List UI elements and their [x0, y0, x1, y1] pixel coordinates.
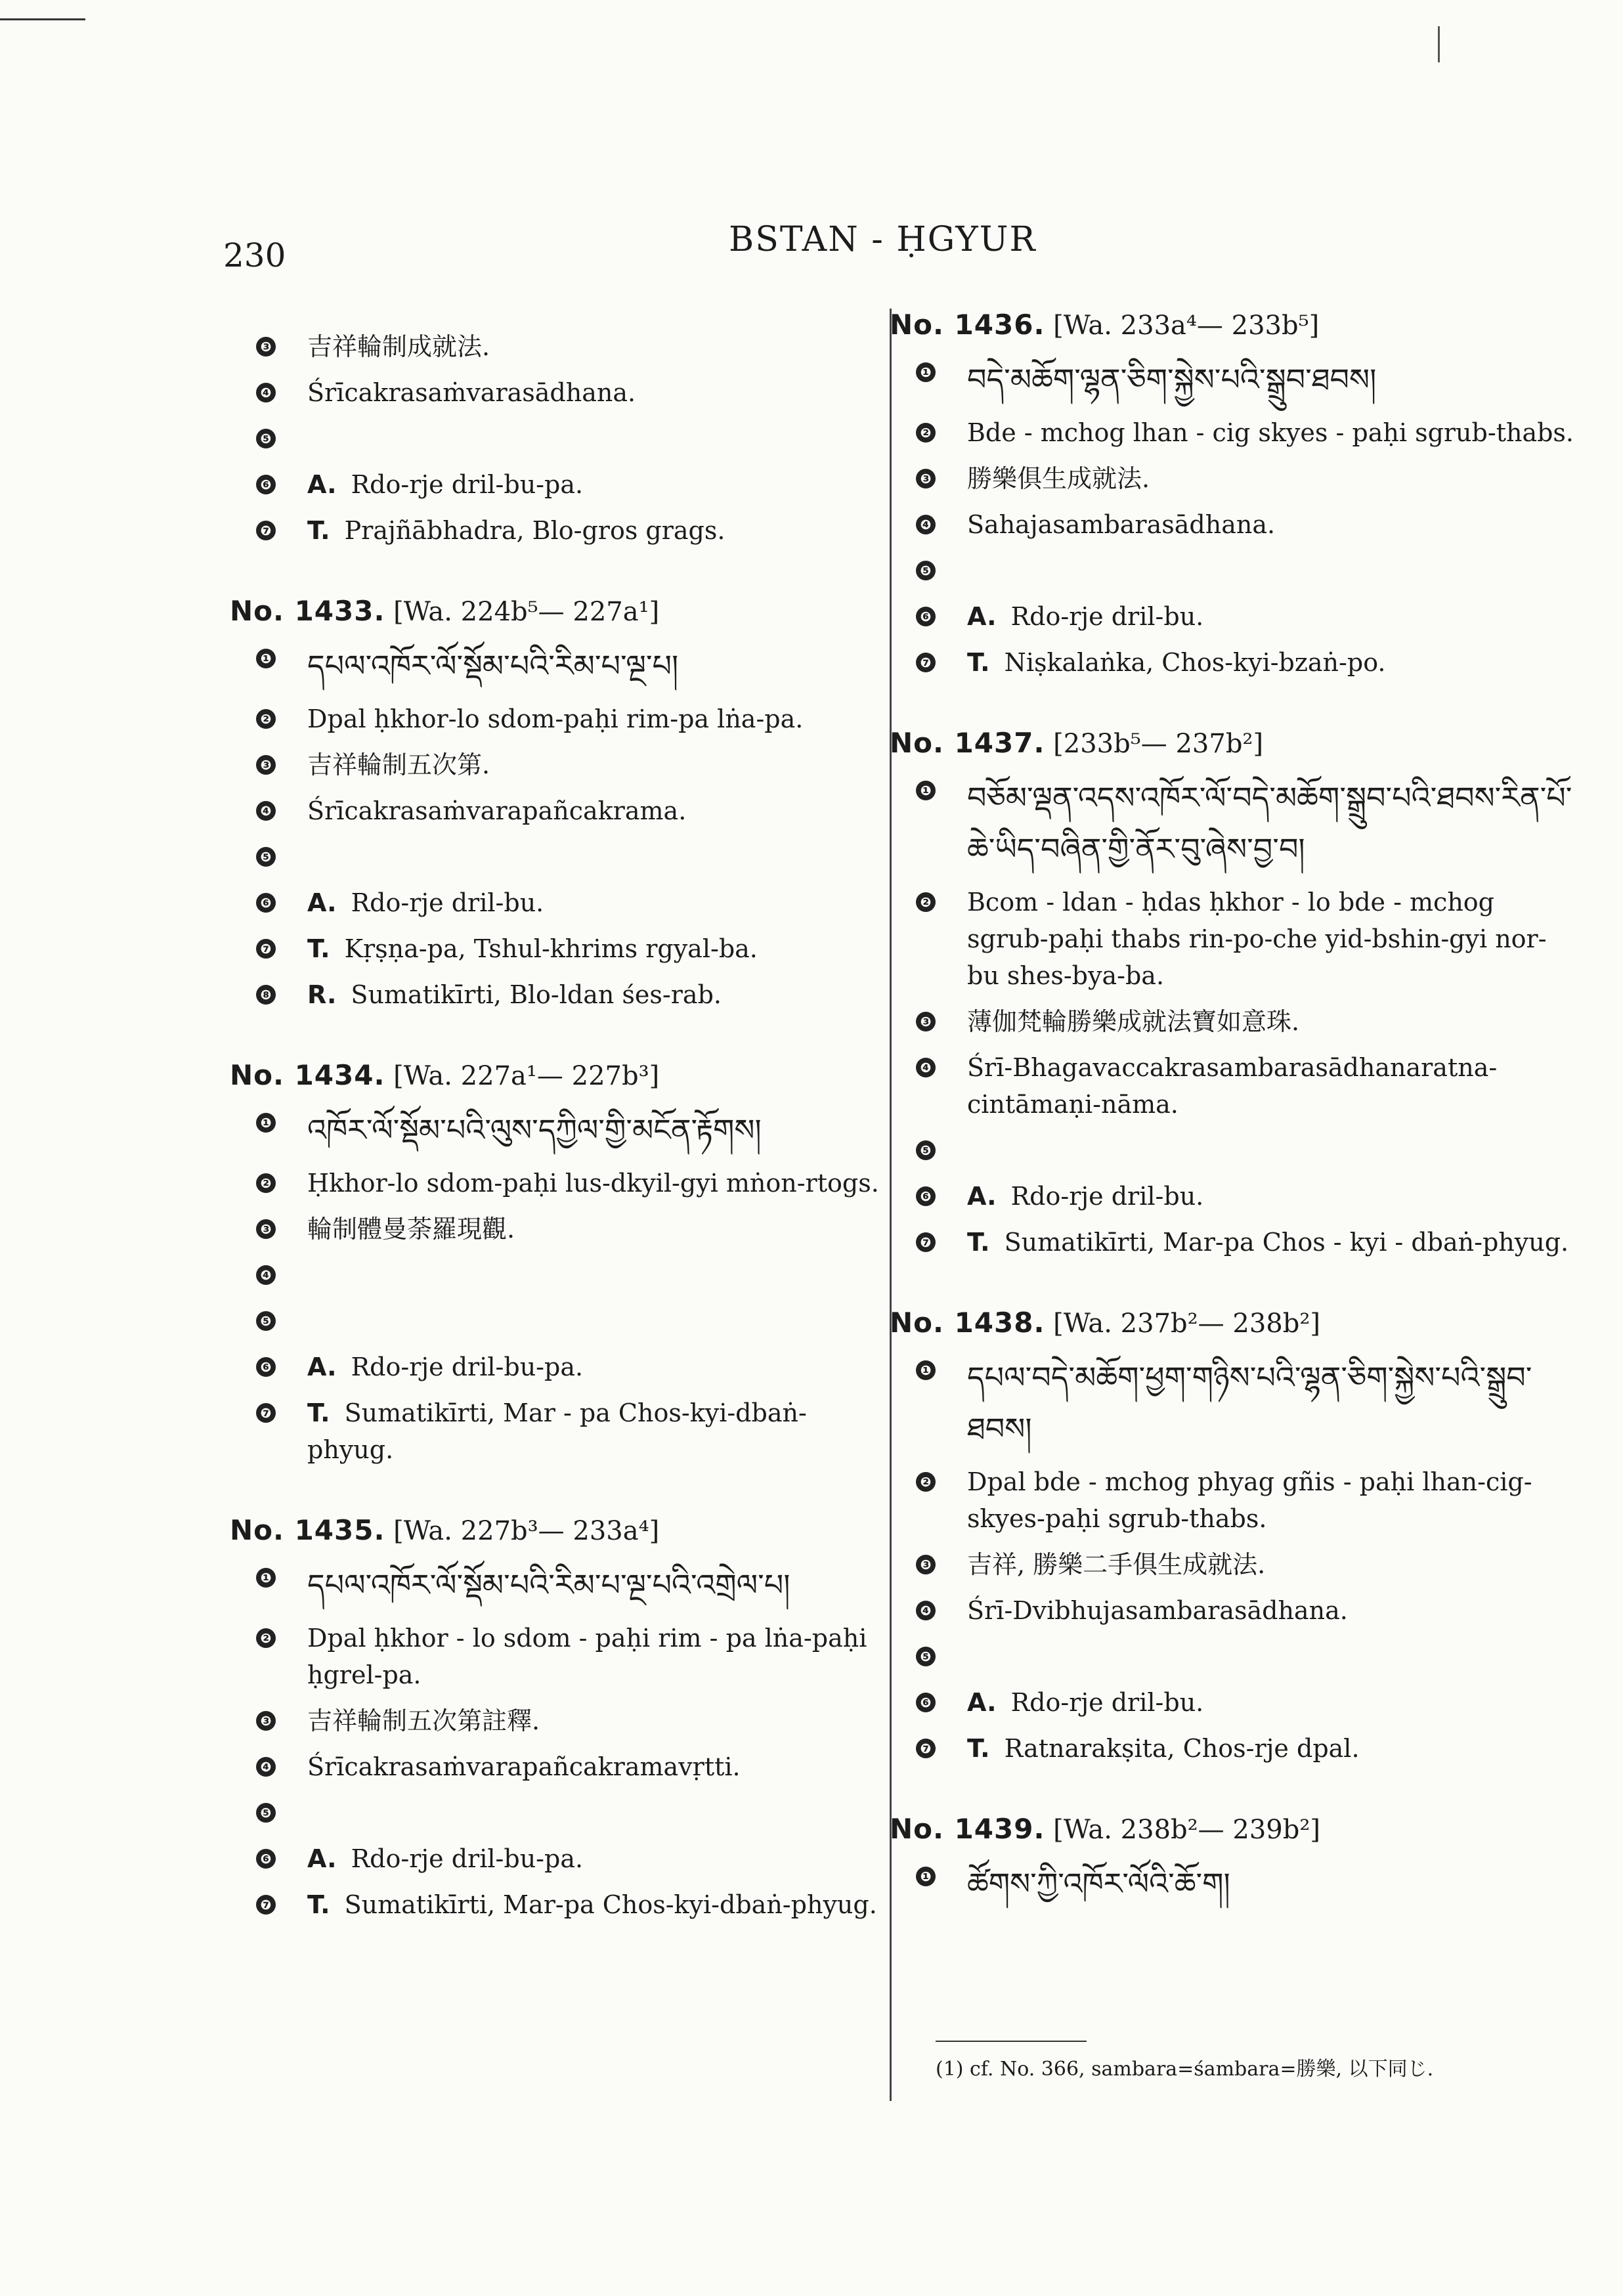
- entry-field: [230, 1794, 886, 1831]
- field-number-marker: ❼: [256, 939, 276, 959]
- role-label: T.: [967, 1228, 990, 1257]
- field-number-marker: ❼: [916, 1739, 936, 1758]
- field-text: [967, 460, 1574, 497]
- field-value: 吉祥輪制五次第註釋.: [307, 1706, 540, 1735]
- field-text: [307, 1702, 886, 1739]
- field-value: Rdo-rje dril-bu.: [1010, 1182, 1204, 1211]
- field-value: ཚོགས་ཀྱི་འཁོར་ལོའི་ཆོ་ག།: [967, 1866, 1230, 1901]
- field-number-marker: ❹: [916, 515, 936, 534]
- field-text: [307, 1165, 886, 1202]
- field-value: འཁོར་ལོ་སྡོམ་པའི་ལུས་དཀྱིལ་གྱི་མངོན་རྟོགས།: [307, 1112, 762, 1148]
- field-value: Sumatikīrti, Mar-pa Chos - kyi - dbaṅ-phyug.: [1004, 1228, 1569, 1257]
- entry-field: [230, 930, 886, 967]
- field-value: Śrīcakrasaṁvarapañcakramavṛtti.: [307, 1752, 741, 1781]
- entry-heading: [230, 595, 886, 627]
- field-value: བདེ་མཆོག་ལྷན་ཅིག་སྐྱེས་པའི་སྒྲུབ་ཐབས།: [967, 362, 1377, 397]
- field-number-marker: ❻: [916, 1186, 936, 1206]
- field-number-marker: ❷: [916, 423, 936, 443]
- entry-field: [890, 1638, 1574, 1675]
- footnote-rule: [936, 2041, 1087, 2042]
- field-text: [307, 1886, 886, 1923]
- field-number-marker: ❷: [256, 1628, 276, 1648]
- field-text: [307, 1349, 886, 1385]
- entry-field: [230, 374, 886, 411]
- tibetan-title: [967, 354, 1574, 405]
- field-value: Ratnarakṣita, Chos-rje dpal.: [1004, 1734, 1360, 1763]
- entry-field: [230, 838, 886, 875]
- entry-folio-reference: [233b⁵— 237b²]: [1053, 729, 1264, 759]
- field-text: [307, 1620, 886, 1693]
- entry-field: [890, 644, 1574, 681]
- field-number-marker: ❶: [916, 1867, 936, 1886]
- field-text: [307, 701, 886, 737]
- field-text: [967, 1730, 1574, 1767]
- page-edge-rule: [0, 18, 85, 20]
- role-label: A.: [967, 1688, 997, 1717]
- field-value: Dpal ḥkhor - lo sdom - paḥi rim - pa lṅa-paḥi ḥgrel-pa.: [307, 1624, 867, 1689]
- tibetan-title: [307, 1104, 886, 1156]
- field-value: Bde - mchog lhan - cig skyes - paḥi sgrub-thabs.: [967, 418, 1574, 447]
- field-number-marker: ❸: [916, 1555, 936, 1574]
- catalog-entry: [890, 1813, 1574, 1909]
- field-text: [967, 506, 1574, 543]
- field-text: [967, 1638, 1574, 1675]
- field-value: Kṛṣṇa-pa, Tshul-khrims rgyal-ba.: [344, 934, 758, 963]
- field-number-marker: ❶: [916, 781, 936, 800]
- left-column: [230, 309, 886, 1969]
- entry-field: [230, 1211, 886, 1247]
- entry-number: No. 1437.: [890, 727, 1045, 759]
- field-number-marker: ❺: [256, 1803, 276, 1823]
- field-value: དཔལ་བདེ་མཆོག་ཕྱག་གཉིས་པའི་ལྷན་ཅིག་སྐྱེས་པའི་སྒྲུབ་ཐབས།: [967, 1360, 1532, 1446]
- entry-field: [230, 701, 886, 737]
- field-text: [307, 512, 886, 549]
- field-number-marker: ❺: [916, 1140, 936, 1160]
- entry-number: No. 1438.: [890, 1307, 1045, 1339]
- field-value: Rdo-rje dril-bu.: [351, 888, 544, 917]
- field-value: Niṣkalaṅka, Chos-kyi-bzaṅ-po.: [1004, 648, 1386, 677]
- entry-field: [890, 1730, 1574, 1767]
- entry-field: [890, 772, 1574, 875]
- field-number-marker: ❼: [916, 653, 936, 672]
- field-text: [967, 1684, 1574, 1721]
- entry-field: [890, 506, 1574, 543]
- field-value: Sumatikīrti, Mar-pa Chos-kyi-dbaṅ-phyug.: [344, 1890, 877, 1919]
- field-value: 薄伽梵輪勝樂成就法寶如意珠.: [967, 1007, 1300, 1036]
- catalog-entry: [230, 328, 886, 549]
- field-text: [307, 1211, 886, 1247]
- field-text: [967, 644, 1574, 681]
- entry-field: [890, 552, 1574, 589]
- field-number-marker: ❻: [916, 1693, 936, 1712]
- field-text: [967, 1049, 1574, 1123]
- running-title: BSTAN - ḤGYUR: [729, 220, 1037, 259]
- tibetan-title: [307, 640, 886, 691]
- field-number-marker: ❸: [916, 1012, 936, 1031]
- entry-field: [890, 1592, 1574, 1629]
- field-value: Rdo-rje dril-bu.: [1010, 602, 1204, 631]
- field-text: [967, 414, 1574, 451]
- field-value: Sumatikīrti, Mar - pa Chos-kyi-dbaṅ-phyug.: [307, 1398, 807, 1464]
- role-label: T.: [307, 516, 330, 545]
- field-text: [307, 1303, 886, 1339]
- field-text: [307, 884, 886, 921]
- field-value: Rdo-rje dril-bu.: [1010, 1688, 1204, 1717]
- entry-field: [230, 1303, 886, 1339]
- field-text: [967, 1592, 1574, 1629]
- entry-field: [890, 460, 1574, 497]
- field-number-marker: ❹: [256, 1265, 276, 1285]
- entry-field: [890, 1003, 1574, 1040]
- entry-field: [890, 1224, 1574, 1261]
- entry-field: [890, 1178, 1574, 1215]
- field-number-marker: ❶: [256, 1568, 276, 1588]
- field-value: 吉祥, 勝樂二手俱生成就法.: [967, 1550, 1266, 1579]
- field-number-marker: ❶: [916, 1360, 936, 1380]
- field-text: [967, 1178, 1574, 1215]
- field-value: Śrī-Bhagavaccakrasambarasādhanaratna-cintāmaṇi-nāma.: [967, 1053, 1498, 1119]
- field-number-marker: ❸: [916, 469, 936, 488]
- field-number-marker: ❼: [916, 1232, 936, 1252]
- field-number-marker: ❹: [256, 1757, 276, 1777]
- field-text: [967, 1224, 1574, 1261]
- entry-field: [230, 1257, 886, 1293]
- field-text: [967, 552, 1574, 589]
- field-value: Dpal ḥkhor-lo sdom-paḥi rim-pa lṅa-pa.: [307, 704, 804, 733]
- entry-field: [230, 792, 886, 829]
- catalog-entry: [890, 727, 1574, 1261]
- field-text: [307, 838, 886, 875]
- field-value: Rdo-rje dril-bu-pa.: [351, 470, 584, 499]
- entry-field: [230, 884, 886, 921]
- role-label: A.: [307, 470, 337, 499]
- role-label: T.: [307, 934, 330, 963]
- field-text: [967, 1132, 1574, 1169]
- field-value: Sahajasambarasādhana.: [967, 510, 1276, 539]
- right-column: [890, 309, 1574, 2101]
- entry-field: [890, 1132, 1574, 1169]
- field-number-marker: ❹: [916, 1601, 936, 1620]
- entry-heading: [890, 1307, 1574, 1339]
- field-number-marker: ❸: [256, 1219, 276, 1239]
- entry-field: [230, 1886, 886, 1923]
- field-value: 吉祥輪制五次第.: [307, 750, 490, 779]
- entry-field: [890, 414, 1574, 451]
- entry-field: [230, 1702, 886, 1739]
- entry-number: No. 1434.: [230, 1059, 385, 1091]
- entry-field: [230, 1165, 886, 1202]
- entry-field: [890, 1546, 1574, 1583]
- entry-field: [230, 1395, 886, 1468]
- field-text: [307, 792, 886, 829]
- role-label: R.: [307, 980, 337, 1009]
- tibetan-title: [307, 1559, 886, 1611]
- entry-field: [230, 1620, 886, 1693]
- role-label: T.: [307, 1890, 330, 1919]
- entry-number: No. 1439.: [890, 1813, 1045, 1845]
- field-number-marker: ❺: [256, 1311, 276, 1331]
- field-text: [967, 1463, 1574, 1537]
- field-number-marker: ❷: [256, 709, 276, 729]
- entry-heading: [890, 1813, 1574, 1845]
- entry-field: [890, 1463, 1574, 1537]
- role-label: T.: [967, 1734, 990, 1763]
- entry-field: [230, 420, 886, 457]
- field-value: Rdo-rje dril-bu-pa.: [351, 1353, 584, 1381]
- field-number-marker: ❽: [256, 985, 276, 1005]
- field-number-marker: ❸: [256, 1711, 276, 1731]
- field-number-marker: ❻: [256, 1849, 276, 1869]
- entry-field: [890, 598, 1574, 635]
- field-number-marker: ❺: [916, 561, 936, 580]
- entry-field: [890, 1684, 1574, 1721]
- entry-field: [230, 640, 886, 691]
- field-value: 輪制體曼荼羅現觀.: [307, 1215, 515, 1244]
- field-number-marker: ❷: [916, 1472, 936, 1492]
- catalog-entry: [890, 309, 1574, 681]
- entry-field: [230, 1840, 886, 1877]
- field-value: Dpal bde - mchog phyag gñis - paḥi lhan-cig-skyes-paḥi sgrub-thabs.: [967, 1467, 1532, 1533]
- field-text: [967, 884, 1574, 994]
- field-text: [307, 747, 886, 783]
- entry-field: [230, 976, 886, 1013]
- field-value: Rdo-rje dril-bu-pa.: [351, 1844, 584, 1873]
- field-text: [307, 328, 886, 365]
- field-value: Śrī-Dvibhujasambarasādhana.: [967, 1596, 1348, 1625]
- field-number-marker: ❺: [256, 847, 276, 867]
- field-value: Śrīcakrasaṁvarapañcakrama.: [307, 796, 687, 825]
- entry-field: [890, 1858, 1574, 1909]
- role-label: A.: [307, 888, 337, 917]
- field-number-marker: ❼: [256, 1895, 276, 1915]
- role-label: A.: [307, 1353, 337, 1381]
- entry-field: [230, 1559, 886, 1611]
- field-text: [307, 1395, 886, 1468]
- field-number-marker: ❶: [256, 649, 276, 668]
- entry-folio-reference: [Wa. 237b²— 238b²]: [1053, 1309, 1320, 1339]
- role-label: T.: [307, 1398, 330, 1427]
- field-value: Sumatikīrti, Blo-ldan śes-rab.: [351, 980, 722, 1009]
- field-number-marker: ❼: [256, 1403, 276, 1423]
- entry-field: [230, 1104, 886, 1156]
- field-text: [307, 420, 886, 457]
- page-number: 230: [223, 236, 286, 274]
- entry-field: [230, 328, 886, 365]
- entry-field: [230, 747, 886, 783]
- field-text: [307, 976, 886, 1013]
- field-number-marker: ❹: [256, 383, 276, 402]
- entry-number: No. 1433.: [230, 595, 385, 627]
- field-number-marker: ❺: [256, 429, 276, 448]
- field-value: Bcom - ldan - ḥdas ḥkhor - lo bde - mchog sgrub-paḥi thabs rin-po-che yid-bshin-gyi nor-bu shes-bya-ba.: [967, 888, 1547, 990]
- field-value: དཔལ་འཁོར་ལོ་སྡོམ་པའི་རིམ་པ་ལྔ་པ།: [307, 648, 679, 683]
- entry-folio-reference: [Wa. 224b⁵— 227a¹]: [393, 597, 660, 627]
- field-value: Prajñābhadra, Blo-gros grags.: [344, 516, 725, 545]
- role-label: A.: [307, 1844, 337, 1873]
- entry-number: No. 1436.: [890, 309, 1045, 341]
- field-value: བཅོམ་ལྡན་འདས་འཁོར་ལོ་བདེ་མཆོག་སྒྲུབ་པའི་ཐབས་རིན་པོ་ཆེ་ཡིད་བཞིན་གྱི་ནོར་བུ་ཞེས་བྱ་བ།: [967, 780, 1572, 867]
- catalog-entry: [230, 1514, 886, 1923]
- field-text: [307, 1748, 886, 1785]
- entry-field: [230, 1349, 886, 1385]
- field-number-marker: ❻: [256, 1357, 276, 1377]
- entry-folio-reference: [Wa. 233a⁴— 233b⁵]: [1053, 311, 1320, 341]
- entry-field: [890, 1352, 1574, 1454]
- entry-folio-reference: [Wa. 227a¹— 227b³]: [393, 1061, 660, 1091]
- entry-heading: [890, 309, 1574, 341]
- field-value: 吉祥輪制成就法.: [307, 332, 490, 361]
- entry-folio-reference: [Wa. 238b²— 239b²]: [1053, 1815, 1320, 1845]
- entry-field: [230, 512, 886, 549]
- field-value: 勝樂俱生成就法.: [967, 464, 1150, 493]
- field-text: [307, 930, 886, 967]
- tibetan-title: [967, 1858, 1574, 1909]
- field-number-marker: ❸: [256, 755, 276, 775]
- entry-field: [230, 466, 886, 503]
- field-number-marker: ❺: [916, 1647, 936, 1666]
- field-number-marker: ❶: [916, 362, 936, 382]
- entry-number: No. 1435.: [230, 1514, 385, 1546]
- entry-heading: [230, 1059, 886, 1091]
- field-text: [307, 1794, 886, 1831]
- field-number-marker: ❶: [256, 1113, 276, 1133]
- entry-folio-reference: [Wa. 227b³— 233a⁴]: [393, 1516, 660, 1546]
- field-number-marker: ❷: [256, 1173, 276, 1193]
- field-text: [967, 1003, 1574, 1040]
- field-number-marker: ❻: [256, 475, 276, 494]
- field-number-marker: ❹: [916, 1058, 936, 1077]
- entry-field: [890, 884, 1574, 994]
- field-number-marker: ❼: [256, 521, 276, 540]
- role-label: T.: [967, 648, 990, 677]
- tibetan-title: [967, 1352, 1574, 1454]
- catalog-entry: [230, 1059, 886, 1468]
- field-value: Ḥkhor-lo sdom-paḥi lus-dkyil-gyi mṅon-rtogs.: [307, 1169, 879, 1198]
- catalog-entry: [890, 1307, 1574, 1767]
- field-text: [307, 374, 886, 411]
- page-edge-mark: [1438, 26, 1440, 62]
- field-number-marker: ❻: [256, 893, 276, 913]
- footnote: (1) cf. No. 366, sambara=śambara=勝樂, 以下同じ.: [936, 2058, 1434, 2081]
- field-value: Śrīcakrasaṁvarasādhana.: [307, 378, 636, 407]
- entry-field: [890, 354, 1574, 405]
- entry-heading: [230, 1514, 886, 1546]
- field-number-marker: ❷: [916, 892, 936, 912]
- field-text: [307, 466, 886, 503]
- entry-heading: [890, 727, 1574, 759]
- tibetan-title: [967, 772, 1574, 875]
- catalog-entry: [230, 595, 886, 1013]
- field-value: དཔལ་འཁོར་ལོ་སྡོམ་པའི་རིམ་པ་ལྔ་པའི་འགྲེལ་པ།: [307, 1567, 790, 1603]
- field-text: [307, 1840, 886, 1877]
- field-number-marker: ❸: [256, 337, 276, 357]
- field-number-marker: ❹: [256, 801, 276, 821]
- field-text: [307, 1257, 886, 1293]
- entry-field: [890, 1049, 1574, 1123]
- role-label: A.: [967, 602, 997, 631]
- entry-field: [230, 1748, 886, 1785]
- field-text: [967, 598, 1574, 635]
- role-label: A.: [967, 1182, 997, 1211]
- field-text: [967, 1546, 1574, 1583]
- field-number-marker: ❻: [916, 607, 936, 626]
